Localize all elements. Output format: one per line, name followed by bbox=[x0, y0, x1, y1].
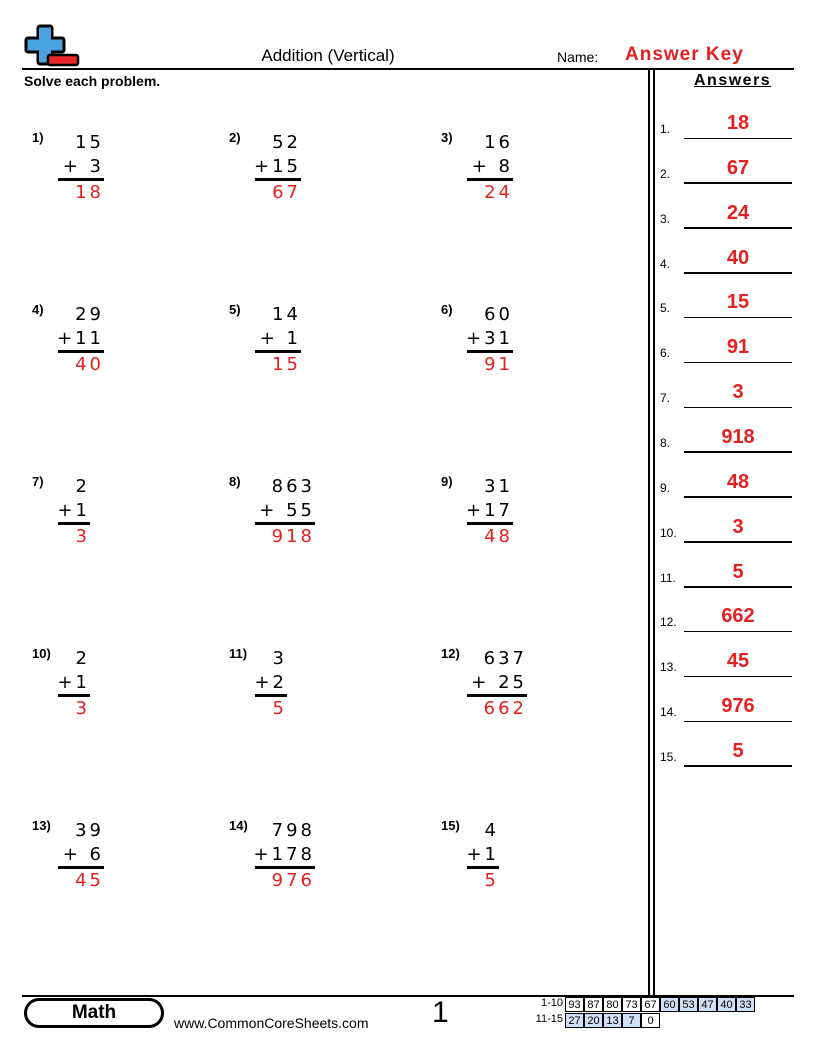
problem-operand: + 55 bbox=[259, 500, 315, 521]
score-range-label: 1-10 bbox=[540, 997, 563, 1009]
sum-bar bbox=[467, 866, 499, 869]
problem-answer: 662 bbox=[483, 698, 527, 719]
answer-line bbox=[660, 189, 794, 229]
answer-number: 11. bbox=[660, 570, 676, 585]
problem-operand: +2 bbox=[254, 672, 287, 693]
answer-value: 40 bbox=[726, 246, 750, 269]
problem bbox=[441, 646, 561, 726]
score-cell: 87 bbox=[584, 997, 603, 1012]
problem-answer: 918 bbox=[271, 526, 315, 547]
sum-bar bbox=[58, 178, 104, 181]
answer-number: 2. bbox=[660, 166, 671, 181]
answer-value: 15 bbox=[726, 291, 750, 314]
score-cell: 40 bbox=[717, 997, 736, 1012]
answer-underline bbox=[684, 227, 792, 229]
score-cell: 7 bbox=[622, 1013, 641, 1028]
score-cell: 13 bbox=[603, 1013, 622, 1028]
problem-number: 3) bbox=[441, 130, 453, 145]
problem-number: 11) bbox=[229, 646, 248, 661]
problem-number: 10) bbox=[32, 646, 51, 661]
problem-answer: 3 bbox=[75, 698, 90, 719]
problem-answer: 48 bbox=[484, 526, 513, 547]
sum-bar bbox=[467, 178, 513, 181]
page-number: 1 bbox=[432, 996, 449, 1029]
problem-number: 6) bbox=[441, 302, 453, 317]
answer-line bbox=[660, 323, 794, 363]
answer-number: 6. bbox=[660, 346, 671, 361]
answer-line bbox=[660, 368, 794, 408]
problem-addend: 39 bbox=[75, 820, 104, 841]
sum-bar bbox=[255, 694, 287, 697]
problem-operand: +178 bbox=[253, 844, 315, 865]
answer-underline bbox=[684, 586, 792, 588]
answer-underline bbox=[684, 631, 792, 633]
problem-addend: 15 bbox=[75, 132, 104, 153]
sum-bar bbox=[58, 866, 104, 869]
problem-answer: 67 bbox=[272, 182, 301, 203]
problem-operand: + 25 bbox=[471, 672, 527, 693]
score-cell: 27 bbox=[565, 1013, 584, 1028]
subject-badge: Math bbox=[24, 998, 164, 1028]
answer-underline bbox=[684, 317, 792, 319]
sum-bar bbox=[58, 694, 90, 697]
sum-bar bbox=[255, 866, 315, 869]
score-range-label: 11-15 bbox=[535, 1013, 563, 1025]
answer-line bbox=[660, 503, 794, 543]
answer-number: 15. bbox=[660, 749, 677, 764]
problem bbox=[441, 302, 561, 382]
answer-number: 5. bbox=[660, 301, 671, 316]
answer-key-label: Answer Key bbox=[625, 44, 744, 65]
problem-addend: 29 bbox=[75, 304, 104, 325]
answer-value: 48 bbox=[726, 470, 750, 493]
problem-number: 4) bbox=[32, 302, 44, 317]
problem-number: 7) bbox=[32, 474, 44, 489]
problem-operand: +17 bbox=[466, 500, 513, 521]
score-cell: 93 bbox=[565, 997, 584, 1012]
problem bbox=[441, 130, 561, 210]
problem-addend: 31 bbox=[484, 476, 513, 497]
problem-operand: +11 bbox=[57, 328, 104, 349]
answer-line bbox=[660, 413, 794, 453]
answer-line bbox=[660, 278, 794, 318]
problem-number: 9) bbox=[441, 474, 453, 489]
problem-operand: +1 bbox=[57, 500, 90, 521]
answer-underline bbox=[684, 721, 792, 723]
answer-underline bbox=[684, 451, 792, 453]
problem-addend: 2 bbox=[75, 476, 90, 497]
answer-value: 5 bbox=[732, 560, 744, 583]
problem-answer: 15 bbox=[272, 354, 301, 375]
answer-number: 3. bbox=[660, 211, 671, 226]
answer-line bbox=[660, 682, 794, 722]
answer-value: 662 bbox=[721, 605, 755, 628]
answer-value: 45 bbox=[726, 650, 750, 673]
problem-number: 1) bbox=[32, 130, 44, 145]
answer-number: 9. bbox=[660, 480, 671, 495]
problem bbox=[32, 818, 152, 898]
problem-addend: 16 bbox=[484, 132, 513, 153]
answer-underline bbox=[684, 272, 792, 274]
problem bbox=[229, 474, 349, 554]
sum-bar bbox=[255, 350, 301, 353]
answer-underline bbox=[684, 182, 792, 184]
problem-operand: + 8 bbox=[471, 156, 513, 177]
problem-number: 15) bbox=[441, 818, 460, 833]
name-label: Name: bbox=[557, 49, 599, 65]
answer-line bbox=[660, 592, 794, 632]
answers-heading: Answers bbox=[694, 72, 772, 89]
answer-value: 918 bbox=[721, 425, 755, 448]
sum-bar bbox=[255, 522, 315, 525]
problem-answer: 91 bbox=[484, 354, 513, 375]
column-divider bbox=[648, 68, 650, 996]
problem bbox=[229, 646, 349, 726]
problem-answer: 18 bbox=[75, 182, 104, 203]
answer-underline bbox=[684, 407, 792, 409]
problem-addend: 798 bbox=[271, 820, 315, 841]
problem-addend: 3 bbox=[272, 648, 287, 669]
answer-value: 67 bbox=[726, 156, 750, 179]
answer-line bbox=[660, 727, 794, 767]
answer-underline bbox=[684, 541, 792, 543]
answer-value: 976 bbox=[721, 695, 755, 718]
answer-number: 1. bbox=[660, 122, 671, 136]
answer-number: 8. bbox=[660, 435, 671, 450]
score-cell: 0 bbox=[641, 1013, 660, 1028]
problem-operand: +1 bbox=[57, 672, 90, 693]
problem bbox=[32, 130, 152, 210]
problem-operand: + 6 bbox=[62, 844, 104, 865]
problem-addend: 2 bbox=[75, 648, 90, 669]
answer-line bbox=[660, 144, 794, 184]
header-rule bbox=[22, 68, 794, 70]
answer-underline bbox=[684, 676, 792, 678]
problem bbox=[229, 818, 349, 898]
problem-number: 13) bbox=[32, 818, 51, 833]
problem-operand: +1 bbox=[466, 844, 499, 865]
answer-line bbox=[660, 458, 794, 498]
worksheet-title: Addition (Vertical) bbox=[261, 46, 395, 65]
score-cell: 67 bbox=[641, 997, 660, 1012]
problem-answer: 5 bbox=[484, 870, 499, 891]
answer-line bbox=[660, 99, 794, 139]
problem-number: 2) bbox=[229, 130, 241, 145]
problem-addend: 60 bbox=[484, 304, 513, 325]
problem-operand: + 3 bbox=[62, 156, 104, 177]
answer-number: 10. bbox=[660, 525, 677, 540]
sum-bar bbox=[467, 522, 513, 525]
problem bbox=[32, 302, 152, 382]
problem-operand: +31 bbox=[466, 328, 513, 349]
answer-line bbox=[660, 548, 794, 588]
answer-number: 4. bbox=[660, 256, 671, 271]
score-cell: 33 bbox=[736, 997, 755, 1012]
score-cell: 73 bbox=[622, 997, 641, 1012]
sum-bar bbox=[58, 350, 104, 353]
score-cell: 47 bbox=[698, 997, 717, 1012]
problem-addend: 14 bbox=[272, 304, 301, 325]
problem-addend: 637 bbox=[483, 648, 527, 669]
column-divider bbox=[653, 68, 655, 996]
problem-operand: +15 bbox=[254, 156, 301, 177]
answer-value: 5 bbox=[732, 739, 744, 762]
problem-addend: 4 bbox=[484, 820, 499, 841]
score-cell: 20 bbox=[584, 1013, 603, 1028]
answer-number: 7. bbox=[660, 391, 671, 406]
answer-underline bbox=[684, 765, 792, 767]
problem-number: 14) bbox=[229, 818, 248, 833]
problem-answer: 976 bbox=[271, 870, 315, 891]
answer-value: 91 bbox=[726, 336, 750, 359]
problem-answer: 40 bbox=[75, 354, 104, 375]
score-cell: 60 bbox=[660, 997, 679, 1012]
footer-url[interactable]: www.CommonCoreSheets.com bbox=[174, 1015, 369, 1031]
problem bbox=[32, 646, 152, 726]
sum-bar bbox=[58, 522, 90, 525]
answer-value: 24 bbox=[726, 201, 750, 224]
sum-bar bbox=[467, 694, 527, 697]
problem bbox=[32, 474, 152, 554]
answer-value: 3 bbox=[732, 515, 744, 538]
answer-underline bbox=[684, 138, 792, 140]
problem bbox=[229, 130, 349, 210]
score-cell: 53 bbox=[679, 997, 698, 1012]
problem-addend: 863 bbox=[271, 476, 315, 497]
answer-number: 13. bbox=[660, 660, 677, 675]
sum-bar bbox=[467, 350, 513, 353]
answer-underline bbox=[684, 496, 792, 498]
answer-underline bbox=[684, 362, 792, 364]
problem-number: 12) bbox=[441, 646, 460, 661]
answer-line bbox=[660, 637, 794, 677]
instructions: Solve each problem. bbox=[24, 73, 161, 89]
problem bbox=[229, 302, 349, 382]
problem-answer: 24 bbox=[484, 182, 513, 203]
problem-number: 5) bbox=[229, 302, 241, 317]
problem-answer: 3 bbox=[75, 526, 90, 547]
answer-number: 12. bbox=[660, 615, 677, 630]
problem-number: 8) bbox=[229, 474, 241, 489]
problem bbox=[441, 474, 561, 554]
problem-answer: 45 bbox=[75, 870, 104, 891]
answer-value: 3 bbox=[732, 381, 744, 404]
score-cell: 80 bbox=[603, 997, 622, 1012]
problem-answer: 5 bbox=[272, 698, 287, 719]
problem-operand: + 1 bbox=[259, 328, 301, 349]
answer-number: 14. bbox=[660, 705, 677, 720]
problem-addend: 52 bbox=[272, 132, 301, 153]
answer-line bbox=[660, 234, 794, 274]
sum-bar bbox=[255, 178, 301, 181]
problem bbox=[441, 818, 561, 898]
answer-value: 18 bbox=[726, 112, 750, 134]
